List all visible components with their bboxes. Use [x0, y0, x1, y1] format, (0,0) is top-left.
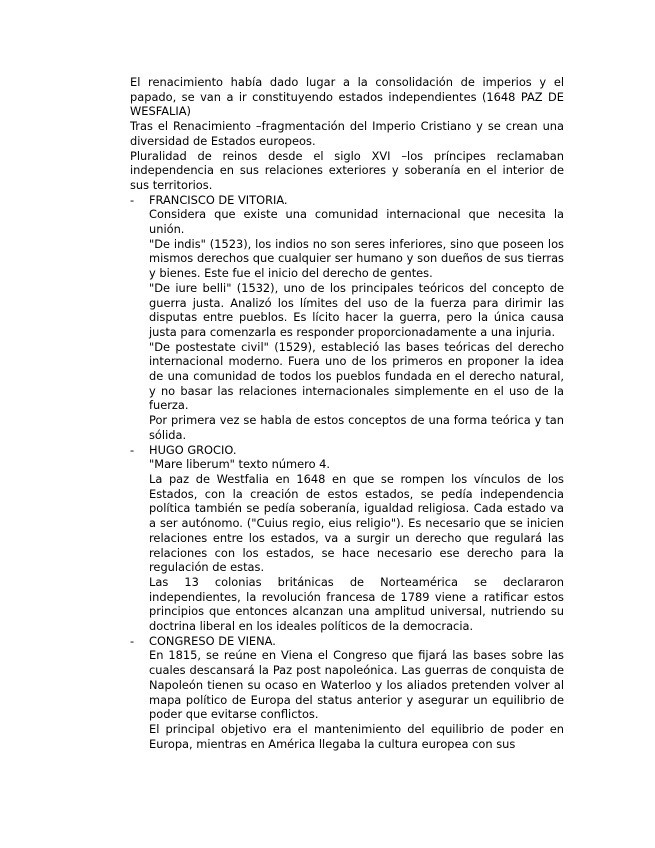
intro-paragraph-1: El renacimiento había dado lugar a la consolidación de imperios y el papado, se van a ir constituyendo estados independientes (1648 PAZ DE WESFALIA)	[130, 75, 564, 119]
section-paragraph: La paz de Westfalia en 1648 en que se rompen los vínculos de los Estados, con la creación de estos estados, se pedía independencia política también se pedía soberanía, igualdad religiosa. Cada estado va a ser autónomo. ("Cuius regio, eius religio"). Es necesario que se inicien relaciones entre los estados, va a surgir un derecho que regulará las relaciones con los estados, se hace necesario ese derecho para la regulación de estas.	[149, 471, 564, 575]
section-francisco-de-vitoria	[130, 193, 564, 443]
section-paragraph: "De indis" (1523), los indios no son seres inferiores, sino que poseen los mismos derechos que cualquier ser humano y son dueños de sus tierras y bienes. Este fue el inicio del derecho de gentes.	[149, 236, 564, 281]
section-paragraph: "Mare liberum" texto número 4.	[149, 457, 331, 472]
section-paragraph: El principal objetivo era el mantenimiento del equilibrio de poder en Europa, mientras en América llegaba la cultura europea con sus	[149, 721, 564, 751]
section-paragraph: Las 13 colonias británicas de Norteamérica se declararon independientes, la revolución francesa de 1789 viene a ratificar estos principios que entonces alcanzan una amplitud universal, nutriendo su doctrina liberal en los ideales políticos de la democracia.	[149, 574, 564, 634]
section-body	[149, 207, 564, 442]
section-paragraph: En 1815, se reúne en Viena el Congreso que fijará las bases sobre las cuales descansará la Paz post napoleónica. Las guerras de conquista de Napoleón tienen su ocaso en Waterloo y los aliados pretenden volver al mapa político de Europa del status anterior y asegurar un equilibrio de poder que evitarse conflictos.	[149, 648, 564, 722]
section-heading: FRANCISCO DE VITORIA.	[149, 192, 288, 207]
section-hugo-grocio	[130, 443, 564, 634]
list-bullet: -	[130, 192, 135, 207]
section-body	[149, 648, 564, 751]
section-paragraph: Considera que existe una comunidad internacional que necesita la unión.	[149, 207, 564, 237]
section-paragraph: "De iure belli" (1532), uno de los principales teóricos del concepto de guerra justa. Analizó los límites del uso de la fuerza para dirimir las disputas entre pueblos. Es lícito hacer la guerra, pero la única causa justa para comenzarla es responder proporcionadamente a una injuria.	[149, 280, 564, 339]
section-heading: CONGRESO DE VIENA.	[149, 633, 276, 648]
section-body	[149, 457, 564, 633]
list-bullet: -	[130, 442, 135, 457]
list-bullet: -	[130, 633, 135, 648]
intro-paragraph-3: Pluralidad de reinos desde el siglo XVI –los príncipes reclamaban independencia en sus relaciones exteriores y soberanía en el interior de sus territorios.	[130, 148, 564, 192]
section-congreso-de-viena	[130, 634, 564, 752]
section-paragraph: "De postestate civil" (1529), estableció las bases teóricas del derecho internacional moderno. Fuera uno de los primeros en proponer la idea de una comunidad de todos los pueblos fundada en el derecho natural, y no basar las relaciones internacionales simplemente en el uso de la fuerza.	[149, 339, 564, 413]
document-body	[130, 75, 564, 751]
section-paragraph: Por primera vez se habla de estos conceptos de una forma teórica y tan sólida.	[149, 413, 564, 442]
intro-paragraph-2: Tras el Renacimiento –fragmentación del Imperio Cristiano y se crean una diversidad de Estados europeos.	[130, 119, 564, 148]
section-heading: HUGO GROCIO.	[149, 442, 237, 457]
